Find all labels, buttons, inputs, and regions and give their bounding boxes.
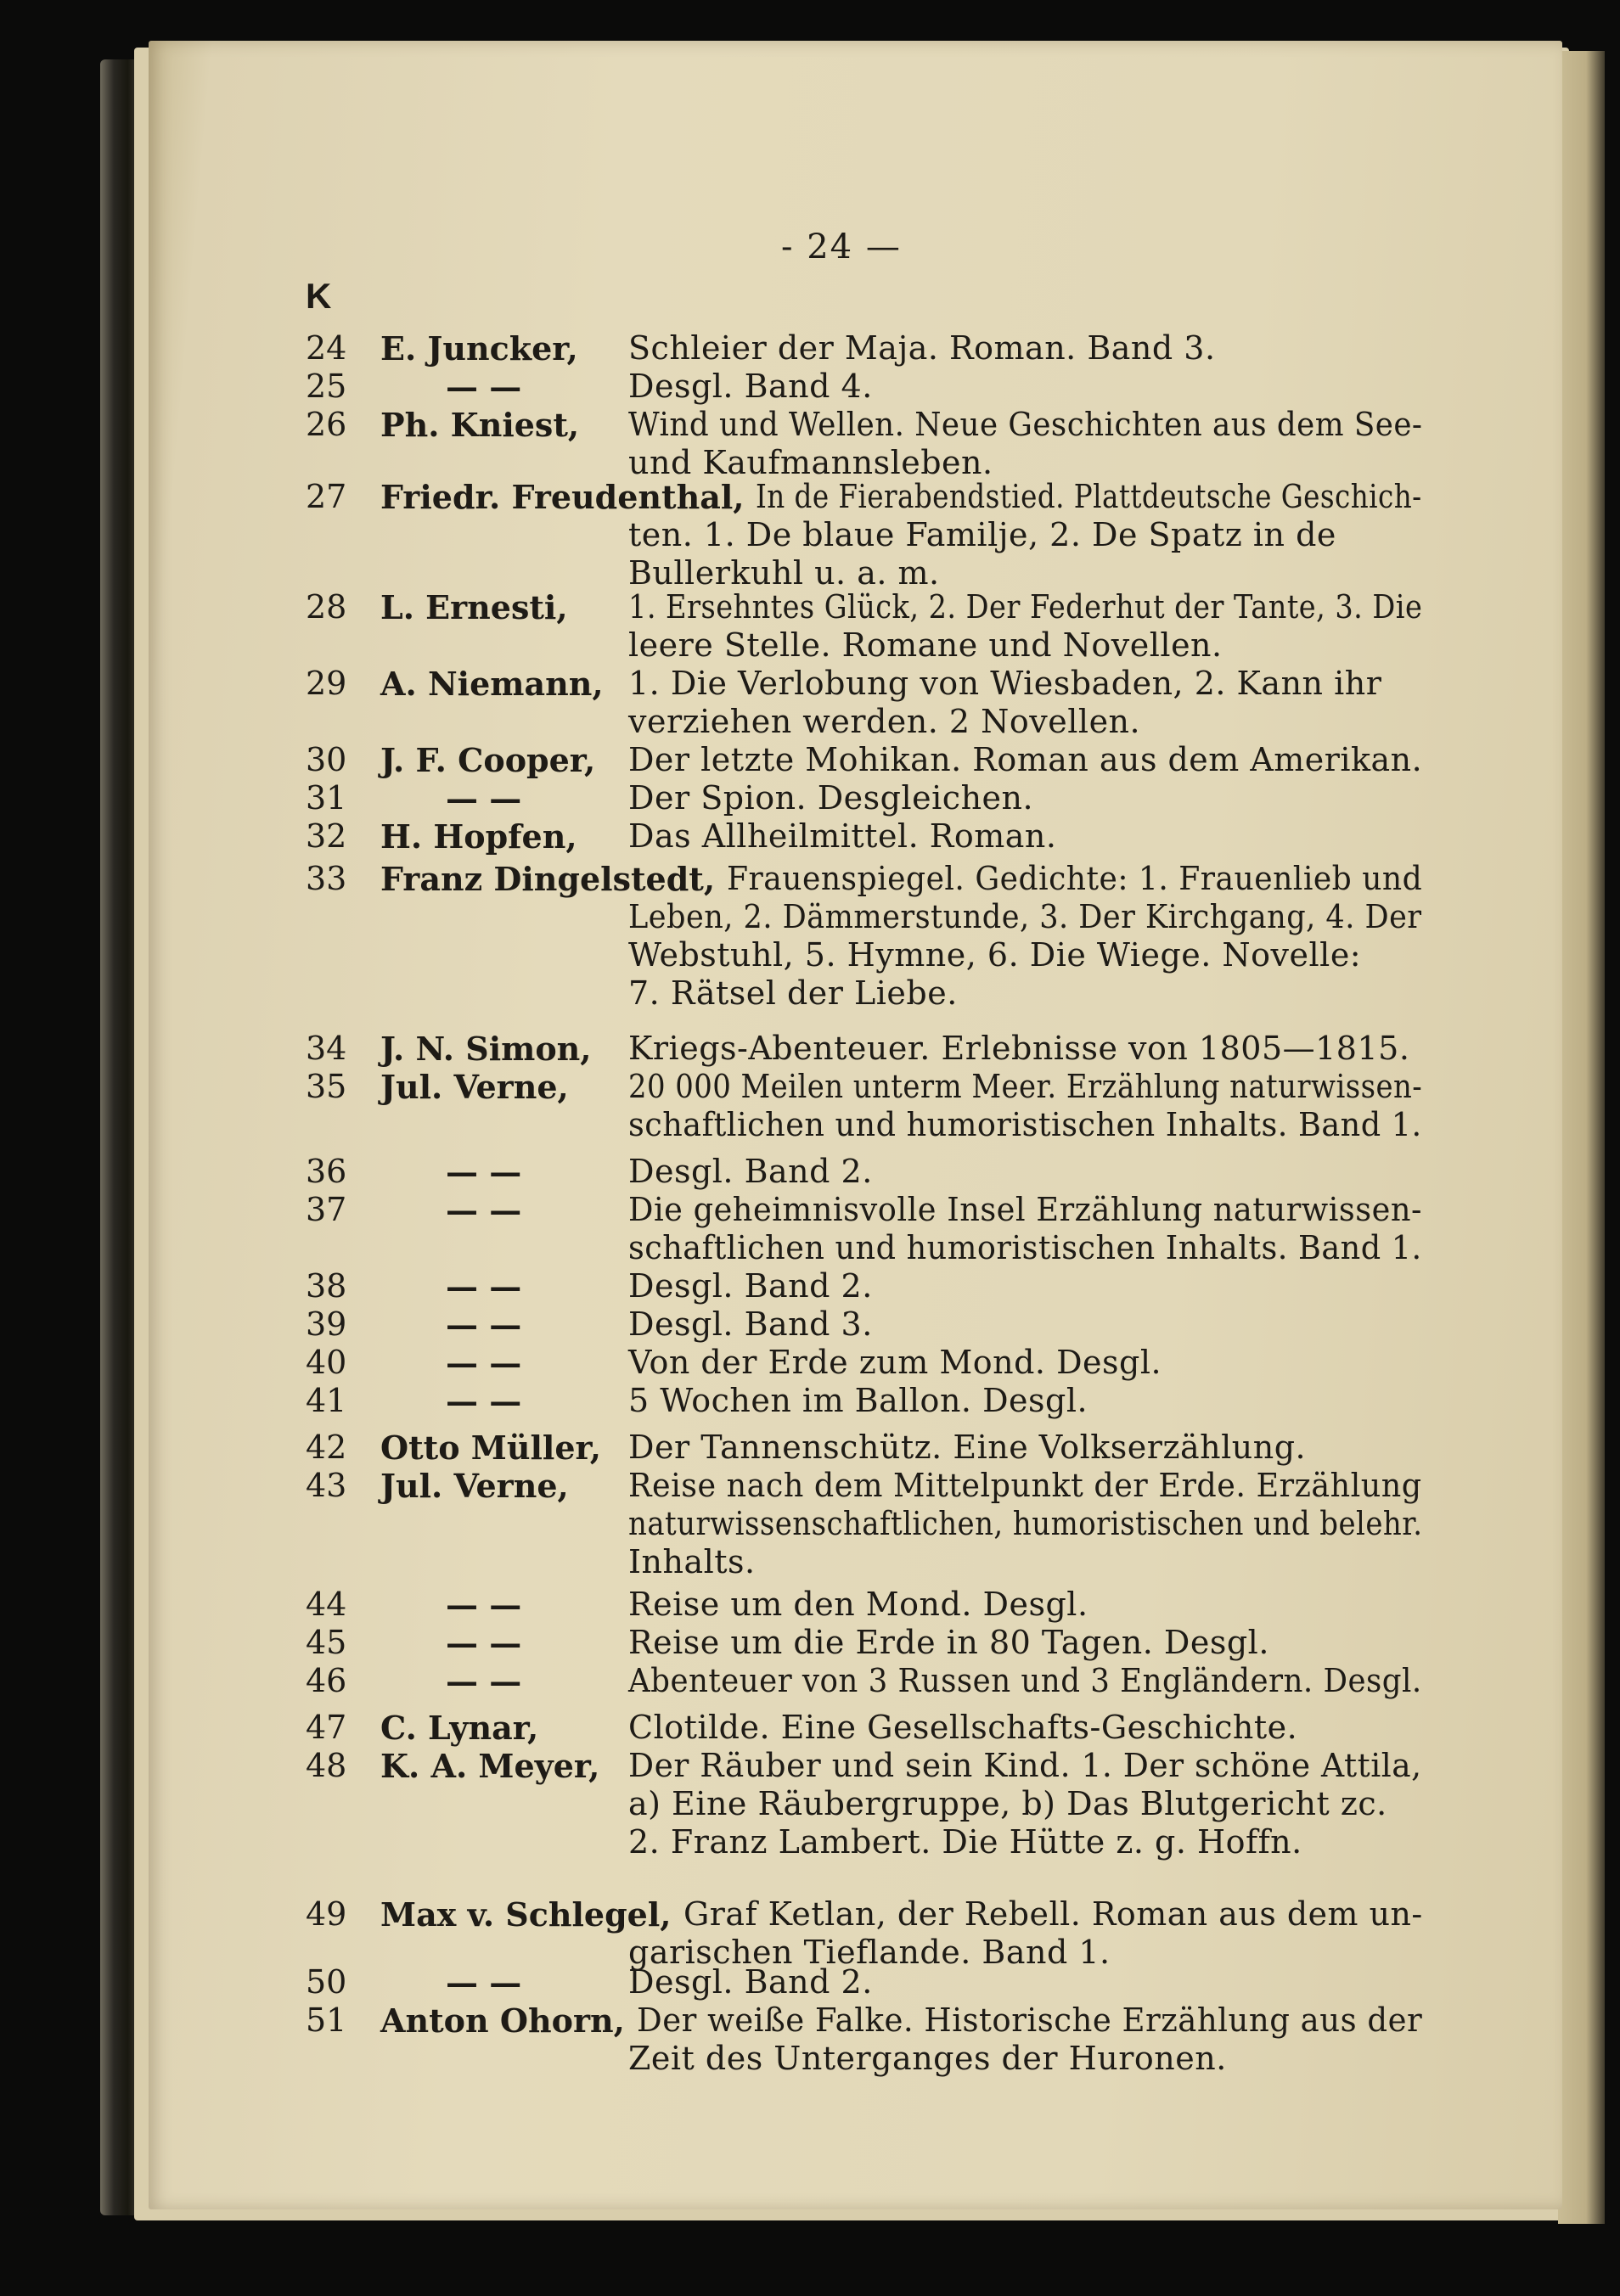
entry-author: — — [446, 779, 522, 817]
entry-author: — — [446, 1305, 522, 1344]
entry-author: Anton Ohorn, [380, 2001, 625, 2040]
entry-title: Die geheimnisvolle Insel Erzählung naturwissen- [628, 1191, 1422, 1228]
entry-title-continued: naturwissenschaftlichen, humoristischen und belehr. [628, 1505, 1423, 1542]
entry-title-continued: a) Eine Räubergruppe, b) Das Blutgericht zc. [628, 1785, 1387, 1822]
entry-author: — — [446, 1191, 522, 1229]
entry-number: 44 [306, 1586, 347, 1623]
entry-author: — — [446, 1382, 522, 1420]
entry-title: Frauenspiegel. Gedichte: 1. Frauenlieb und [727, 860, 1423, 897]
entry-number: 26 [306, 406, 347, 443]
entry-author: Friedr. Freudenthal, [380, 478, 745, 516]
entry-author: J. F. Cooper, [380, 741, 596, 779]
entry-author: K. A. Meyer, [380, 1747, 600, 1785]
entry-number: 50 [306, 1963, 347, 2001]
page-number: - 24 — [781, 227, 902, 267]
entry-number: 51 [306, 2001, 347, 2039]
entry-title: Der weiße Falke. Historische Erzählung aus der [636, 2001, 1423, 2039]
entry-number: 32 [306, 817, 347, 855]
entry-title: Der letzte Mohikan. Roman aus dem Amerikan. [628, 741, 1423, 778]
entry-title: Schleier der Maja. Roman. Band 3. [628, 329, 1216, 367]
entry-title-continued: garischen Tieflande. Band 1. [628, 1934, 1111, 1971]
entry-title: 5 Wochen im Ballon. Desgl. [628, 1382, 1088, 1419]
entry-title: Der Räuber und sein Kind. 1. Der schöne Attila, [628, 1747, 1422, 1784]
entry-number: 42 [306, 1429, 347, 1466]
entry-number: 39 [306, 1305, 347, 1343]
entry-number: 36 [306, 1153, 347, 1190]
entry-number: 40 [306, 1344, 347, 1381]
entry-author: Jul. Verne, [380, 1068, 569, 1106]
entry-number: 27 [306, 478, 347, 515]
entry-title-continued: verziehen werden. 2 Novellen. [628, 703, 1141, 740]
entry-title: Der Tannenschütz. Eine Volkserzählung. [628, 1429, 1307, 1466]
entry-author: — — [446, 1662, 522, 1700]
entry-title: Desgl. Band 2. [628, 1267, 873, 1305]
entry-title-continued: Leben, 2. Dämmerstunde, 3. Der Kirchgang, 4. Der [628, 898, 1422, 935]
entry-author: — — [446, 1267, 522, 1305]
entry-number: 30 [306, 741, 347, 778]
entry-title-continued: Inhalts. [628, 1543, 756, 1580]
entry-author: J. N. Simon, [380, 1030, 592, 1068]
entry-title: Clotilde. Eine Gesellschafts-Geschichte. [628, 1709, 1298, 1746]
entry-author: — — [446, 1586, 522, 1624]
entry-title-continued: 2. Franz Lambert. Die Hütte z. g. Hoffn. [628, 1823, 1302, 1861]
entry-author: — — [446, 1344, 522, 1382]
entry-author: Max v. Schlegel, [380, 1895, 672, 1934]
entry-number: 31 [306, 779, 347, 817]
entry-title-continued: und Kaufmannsleben. [628, 444, 993, 481]
entry-title: Reise um den Mond. Desgl. [628, 1586, 1088, 1623]
entry-author: C. Lynar, [380, 1709, 539, 1747]
entry-number: 34 [306, 1030, 347, 1067]
entry-title: 1. Ersehntes Glück, 2. Der Federhut der Tante, 3. Die [628, 588, 1423, 626]
entry-number: 33 [306, 860, 347, 897]
entry-title: Reise um die Erde in 80 Tagen. Desgl. [628, 1624, 1269, 1661]
entry-title-continued: Bullerkuhl u. a. m. [628, 554, 940, 592]
entry-title: Das Allheilmittel. Roman. [628, 817, 1057, 855]
entry-number: 37 [306, 1191, 347, 1228]
entry-number: 35 [306, 1068, 347, 1105]
section-letter: K [306, 276, 332, 316]
entry-title-continued: schaftlichen und humoristischen Inhalts. Band 1. [628, 1229, 1422, 1266]
entry-author: — — [446, 1624, 522, 1662]
entry-number: 38 [306, 1267, 347, 1305]
entry-author: — — [446, 368, 522, 406]
entry-author: — — [446, 1963, 522, 2001]
entry-title: 1. Die Verlobung von Wiesbaden, 2. Kann ihr [628, 665, 1382, 702]
entry-number: 46 [306, 1662, 347, 1699]
entry-title: Wind und Wellen. Neue Geschichten aus dem See- [628, 406, 1423, 443]
entry-author: E. Juncker, [380, 329, 578, 368]
entry-author: A. Niemann, [380, 665, 604, 703]
entry-number: 43 [306, 1467, 347, 1504]
entry-number: 24 [306, 329, 347, 367]
entry-author: — — [446, 1153, 522, 1191]
entry-title-continued: Zeit des Unterganges der Huronen. [628, 2040, 1227, 2077]
entry-title: 20 000 Meilen unterm Meer. Erzählung naturwissen- [628, 1068, 1423, 1105]
entry-number: 28 [306, 588, 347, 626]
entry-title: Desgl. Band 4. [628, 368, 873, 405]
entry-number: 41 [306, 1382, 347, 1419]
entry-title: Reise nach dem Mittelpunkt der Erde. Erzählung [628, 1467, 1422, 1504]
entry-title: Graf Ketlan, der Rebell. Roman aus dem un- [683, 1895, 1423, 1933]
entry-author: L. Ernesti, [380, 588, 568, 626]
entry-title: Desgl. Band 3. [628, 1305, 873, 1343]
entry-author: Otto Müller, [380, 1429, 602, 1467]
entry-title-continued: 7. Rätsel der Liebe. [628, 974, 958, 1012]
entry-author: Ph. Kniest, [380, 406, 580, 444]
entry-number: 48 [306, 1747, 347, 1784]
entry-author: Franz Dingelstedt, [380, 860, 716, 898]
entry-title: Von der Erde zum Mond. Desgl. [628, 1344, 1162, 1381]
entry-title-continued: Webstuhl, 5. Hymne, 6. Die Wiege. Novelle: [628, 936, 1362, 974]
entry-title: Desgl. Band 2. [628, 1153, 873, 1190]
entry-title-continued: leere Stelle. Romane und Novellen. [628, 626, 1223, 664]
entry-number: 29 [306, 665, 347, 702]
entry-title: Desgl. Band 2. [628, 1963, 873, 2001]
entry-title: In de Fierabendstied. Plattdeutsche Geschich- [756, 478, 1423, 515]
entry-number: 47 [306, 1709, 347, 1746]
entry-title-continued: ten. 1. De blaue Familje, 2. De Spatz in de [628, 516, 1336, 553]
entry-title: Kriegs-Abenteuer. Erlebnisse von 1805—1815. [628, 1030, 1410, 1067]
entry-title: Der Spion. Desgleichen. [628, 779, 1034, 817]
entry-number: 49 [306, 1895, 347, 1933]
entry-author: H. Hopfen, [380, 817, 577, 856]
entry-title-continued: schaftlichen und humoristischen Inhalts. Band 1. [628, 1106, 1422, 1143]
entry-number: 25 [306, 368, 347, 405]
entry-number: 45 [306, 1624, 347, 1661]
entry-author: Jul. Verne, [380, 1467, 569, 1505]
entry-title: Abenteuer von 3 Russen und 3 Engländern. Desgl. [628, 1662, 1422, 1699]
